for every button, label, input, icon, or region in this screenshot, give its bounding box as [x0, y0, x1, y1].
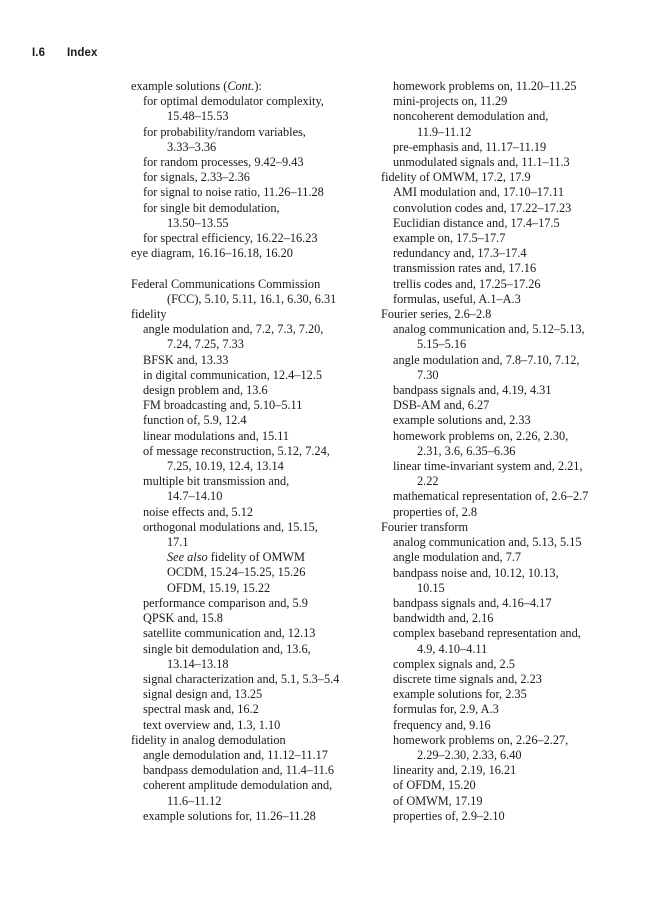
entry-text: angle demodulation and, 11.12–11.17	[143, 747, 328, 762]
entry-text: for spectral efficiency, 16.22–16.23	[143, 231, 318, 246]
entry-continuation: 3.33–3.36	[167, 139, 217, 154]
index-subentry	[131, 444, 371, 474]
index-main-entry	[131, 246, 371, 261]
index-subentry	[131, 94, 371, 124]
entry-text: frequency and, 9.16	[393, 717, 491, 732]
index-subentry	[131, 626, 371, 641]
entry-continued-label: Cont.	[227, 79, 255, 93]
index-subentry	[131, 125, 371, 155]
index-subentry	[381, 566, 637, 596]
index-column-left	[131, 79, 371, 824]
entry-text: of OFDM, 15.20	[393, 778, 476, 793]
index-subentry	[381, 687, 637, 702]
index-subentry	[131, 763, 371, 778]
entry-continuation: 15.48–15.53	[167, 109, 229, 124]
entry-text: Euclidian distance and, 17.4–17.5	[393, 215, 560, 230]
entry-text: fidelity of OMWM, 17.2, 17.9	[381, 170, 531, 185]
entry-continuation: 2.29–2.30, 2.33, 6.40	[417, 747, 522, 762]
index-subentry	[381, 535, 637, 550]
index-subentry	[381, 292, 637, 307]
entry-continuation: 11.9–11.12	[417, 124, 472, 139]
entry-text: DSB-AM and, 6.27	[393, 398, 490, 413]
index-subentry	[381, 413, 637, 428]
entry-text: discrete time signals and, 2.23	[393, 671, 542, 686]
entry-text: example on, 17.5–17.7	[393, 231, 506, 246]
index-subentry	[381, 611, 637, 626]
entry-text: linear modulations and, 15.11	[143, 428, 290, 443]
index-main-entry	[131, 277, 371, 307]
index-subentry	[381, 277, 637, 292]
entry-text: example solutions (	[131, 79, 228, 93]
entry-text: angle modulation and, 7.7	[393, 550, 522, 565]
entry-continuation: 14.7–14.10	[167, 489, 223, 504]
entry-text: for probability/random variables,	[143, 124, 306, 139]
entry-continuation: 10.15	[417, 580, 445, 595]
entry-text: complex baseband representation and,	[393, 626, 581, 641]
entry-text: single bit demodulation and, 13.6,	[143, 641, 311, 656]
index-subentry	[381, 261, 637, 276]
entry-text: transmission rates and, 17.16	[393, 261, 537, 276]
entry-text: fidelity of OMWM	[207, 550, 305, 565]
index-subentry	[131, 520, 371, 550]
entry-text: eye diagram, 16.16–16.18, 16.20	[131, 246, 293, 261]
index-subentry	[381, 201, 637, 216]
entry-continuation: 17.1	[167, 535, 189, 550]
entry-text: Federal Communications Commission	[131, 276, 321, 291]
index-subentry	[131, 778, 371, 808]
index-subentry	[131, 687, 371, 702]
entry-text: unmodulated signals and, 11.1–11.3	[393, 155, 570, 170]
entry-text: performance comparison and, 5.9	[143, 595, 308, 610]
entry-text: Fourier series, 2.6–2.8	[381, 307, 492, 322]
entry-text: homework problems on, 2.26–2.27,	[393, 732, 569, 747]
entry-text: homework problems on, 2.26, 2.30,	[393, 428, 569, 443]
index-main-entry	[381, 307, 637, 322]
index-subentry	[381, 109, 637, 139]
index-subentry	[131, 672, 371, 687]
index-subentry	[131, 550, 371, 565]
index-subentry	[131, 642, 371, 672]
index-subentry	[131, 231, 371, 246]
entry-text: noncoherent demodulation and,	[393, 109, 549, 124]
index-main-entry	[381, 520, 637, 535]
entry-text: analog communication and, 5.13, 5.15	[393, 535, 582, 550]
entry-text: for random processes, 9.42–9.43	[143, 155, 304, 170]
entry-text: satellite communication and, 12.13	[143, 626, 316, 641]
entry-text: bandpass signals and, 4.16–4.17	[393, 595, 552, 610]
index-subentry	[131, 611, 371, 626]
index-subentry	[131, 353, 371, 368]
index-subentry	[381, 505, 637, 520]
entry-text: design problem and, 13.6	[143, 383, 268, 398]
index-subentry	[381, 140, 637, 155]
entry-text: complex signals and, 2.5	[393, 656, 515, 671]
index-subentry	[381, 794, 637, 809]
index-subentry	[131, 748, 371, 763]
index-subentry	[131, 185, 371, 200]
entry-text: noise effects and, 5.12	[143, 504, 254, 519]
index-subentry	[381, 246, 637, 261]
entry-text: homework problems on, 11.20–11.25	[393, 79, 577, 93]
index-subentry	[381, 809, 637, 824]
entry-text: for single bit demodulation,	[143, 200, 280, 215]
index-subentry	[131, 702, 371, 717]
entry-text: formulas, useful, A.1–A.3	[393, 291, 521, 306]
index-subentry	[381, 657, 637, 672]
entry-continuation: (FCC), 5.10, 5.11, 16.1, 6.30, 6.31	[167, 291, 337, 306]
index-subentry	[381, 626, 637, 656]
index-subentry	[131, 398, 371, 413]
index-subentry	[381, 702, 637, 717]
entry-text: text overview and, 1.3, 1.10	[143, 717, 281, 732]
entry-text: linearity and, 2.19, 16.21	[393, 763, 517, 778]
entry-continuation: 5.15–5.16	[417, 337, 467, 352]
index-subentry	[381, 94, 637, 109]
entry-text: fidelity	[131, 307, 167, 322]
index-subentry	[131, 429, 371, 444]
entry-text: example solutions for, 2.35	[393, 687, 527, 702]
entry-continuation: 2.22	[417, 474, 439, 489]
index-main-entry	[131, 79, 371, 94]
entry-text: mini-projects on, 11.29	[393, 94, 508, 109]
entry-continuation: 7.25, 10.19, 12.4, 13.14	[167, 459, 284, 474]
entry-text: coherent amplitude demodulation and,	[143, 778, 333, 793]
entry-text: mathematical representation of, 2.6–2.7	[393, 489, 589, 504]
entry-text: linear time-invariant system and, 2.21,	[393, 459, 583, 474]
entry-text: OCDM, 15.24–15.25, 15.26	[167, 565, 306, 580]
entry-text: FM broadcasting and, 5.10–5.11	[143, 398, 303, 413]
entry-text: bandwidth and, 2.16	[393, 611, 494, 626]
entry-text: redundancy and, 17.3–17.4	[393, 246, 527, 261]
see-also-label: See also	[167, 550, 208, 565]
index-subentry	[381, 383, 637, 398]
entry-text: analog communication and, 5.12–5.13,	[393, 322, 585, 337]
index-subentry	[381, 718, 637, 733]
entry-text: AMI modulation and, 17.10–17.11	[393, 185, 565, 200]
entry-text: signal characterization and, 5.1, 5.3–5.4	[143, 671, 340, 686]
entry-text: pre-emphasis and, 11.17–11.19	[393, 139, 547, 154]
page-number: I.6	[32, 47, 46, 59]
entry-text: bandpass signals and, 4.19, 4.31	[393, 383, 552, 398]
entry-text: angle modulation and, 7.2, 7.3, 7.20,	[143, 322, 324, 337]
index-subentry	[131, 505, 371, 520]
index-subentry	[131, 201, 371, 231]
entry-text: for signal to noise ratio, 11.26–11.28	[143, 185, 324, 200]
index-subentry	[131, 718, 371, 733]
entry-text: example solutions for, 11.26–11.28	[143, 808, 316, 823]
entry-text: trellis codes and, 17.25–17.26	[393, 276, 541, 291]
running-header	[32, 47, 98, 59]
index-subentry	[131, 413, 371, 428]
index-subentry	[381, 550, 637, 565]
index-subentry	[131, 596, 371, 611]
index-subentry	[131, 322, 371, 352]
index-subentry	[131, 581, 371, 596]
index-subentry	[381, 672, 637, 687]
entry-text: formulas for, 2.9, A.3	[393, 702, 499, 717]
header-title: Index	[67, 47, 98, 59]
entry-continuation: 7.30	[417, 367, 439, 382]
index-column-right	[381, 79, 637, 824]
entry-text: function of, 5.9, 12.4	[143, 413, 247, 428]
index-subentry	[131, 368, 371, 383]
entry-text: bandpass demodulation and, 11.4–11.6	[143, 763, 335, 778]
entry-text: fidelity in analog demodulation	[131, 732, 286, 747]
index-main-entry	[381, 170, 637, 185]
index-subentry	[131, 383, 371, 398]
index-subentry	[381, 763, 637, 778]
entry-text: BFSK and, 13.33	[143, 352, 229, 367]
entry-text: Fourier transform	[381, 519, 469, 534]
index-subentry	[131, 170, 371, 185]
entry-text: bandpass noise and, 10.12, 10.13,	[393, 565, 559, 580]
index-subentry	[131, 474, 371, 504]
index-subentry	[381, 429, 637, 459]
entry-continuation: 4.9, 4.10–4.11	[417, 641, 488, 656]
index-subentry	[381, 216, 637, 231]
entry-text: of OMWM, 17.19	[393, 793, 483, 808]
index-subentry	[131, 155, 371, 170]
entry-text: signal design and, 13.25	[143, 687, 263, 702]
entry-text: in digital communication, 12.4–12.5	[143, 367, 322, 382]
index-subentry	[381, 155, 637, 170]
index-subentry	[381, 185, 637, 200]
entry-text: orthogonal modulations and, 15.15,	[143, 519, 318, 534]
entry-text: angle modulation and, 7.8–7.10, 7.12,	[393, 352, 580, 367]
entry-text: spectral mask and, 16.2	[143, 702, 259, 717]
entry-text: QPSK and, 15.8	[143, 611, 223, 626]
index-subentry	[381, 459, 637, 489]
entry-continuation: 13.50–13.55	[167, 215, 229, 230]
index-subentry	[381, 596, 637, 611]
index-subentry	[381, 778, 637, 793]
entry-text: multiple bit transmission and,	[143, 474, 290, 489]
index-subentry	[381, 489, 637, 504]
entry-continuation: 7.24, 7.25, 7.33	[167, 337, 244, 352]
index-main-entry	[131, 307, 371, 322]
index-subentry	[381, 733, 637, 763]
index-subentry	[381, 353, 637, 383]
index-main-entry	[131, 733, 371, 748]
entry-text: of message reconstruction, 5.12, 7.24,	[143, 443, 330, 458]
index-subentry	[131, 809, 371, 824]
entry-text: example solutions and, 2.33	[393, 413, 531, 428]
index-subentry	[381, 231, 637, 246]
index-subentry	[381, 398, 637, 413]
entry-text: OFDM, 15.19, 15.22	[167, 580, 271, 595]
index-subentry	[381, 79, 637, 94]
entry-text: properties of, 2.9–2.10	[393, 808, 505, 823]
entry-text: properties of, 2.8	[393, 504, 478, 519]
index-subentry	[131, 565, 371, 580]
entry-continuation: 11.6–11.12	[167, 793, 222, 808]
entry-text: for signals, 2.33–2.36	[143, 170, 250, 185]
entry-text: for optimal demodulator complexity,	[143, 94, 324, 109]
index-subentry	[381, 322, 637, 352]
entry-continuation: 13.14–13.18	[167, 656, 229, 671]
entry-continuation: 2.31, 3.6, 6.35–6.36	[417, 443, 516, 458]
entry-text: convolution codes and, 17.22–17.23	[393, 200, 572, 215]
index-spacer	[131, 261, 371, 276]
entry-text: ):	[254, 79, 262, 93]
